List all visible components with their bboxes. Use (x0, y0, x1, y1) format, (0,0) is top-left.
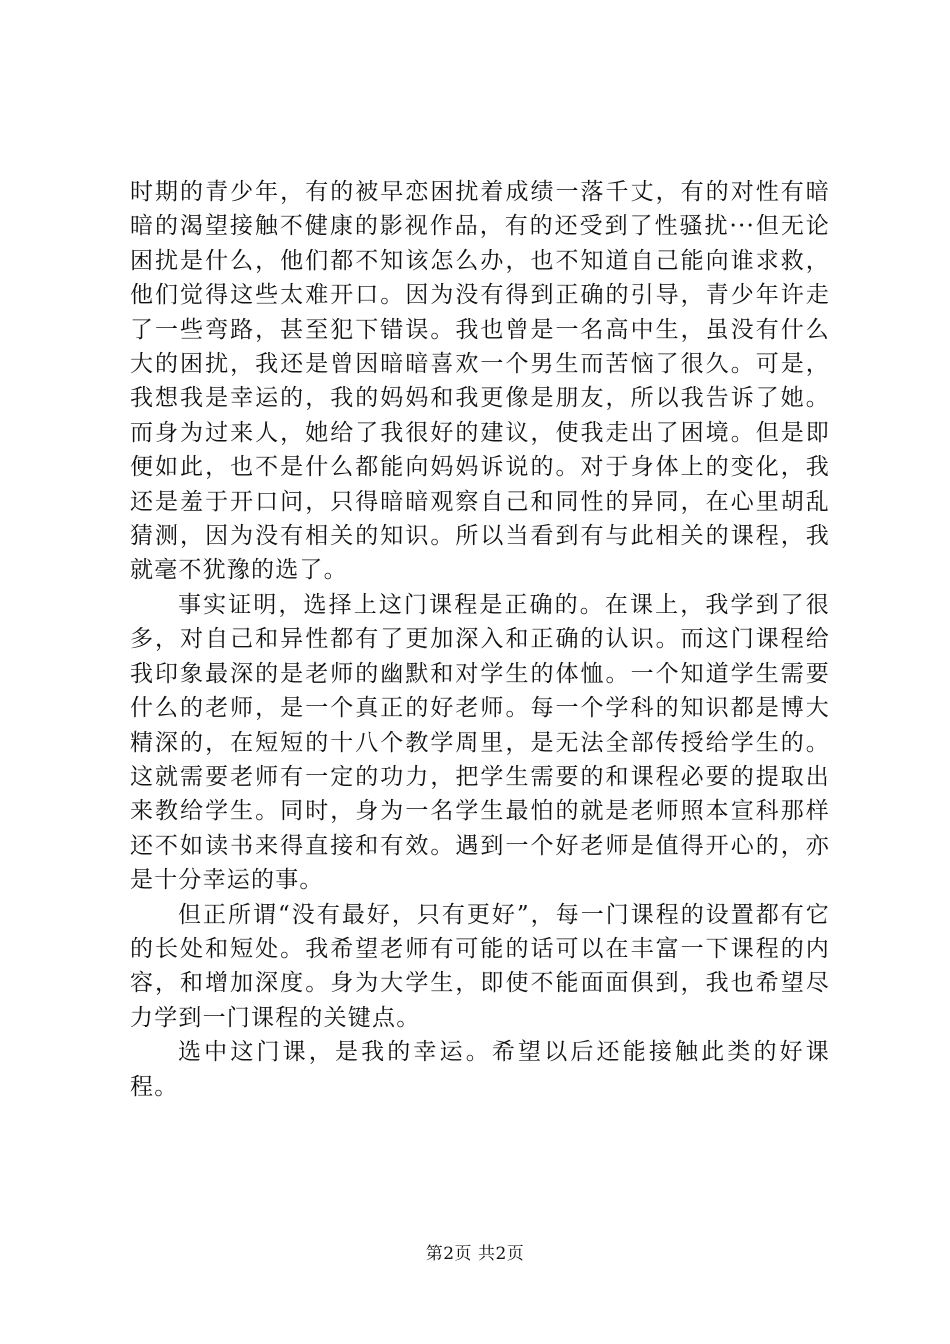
paragraph-3: 但正所谓“没有最好，只有更好”，每一门课程的设置都有它的长处和短处。我希望老师有可能的话可以在丰富一下课程的内容，和增加深度。身为大学生，即使不能面面俱到，我也希望尽力学到一门课程的关键点。 (130, 901, 830, 1031)
page-footer: 第2页 共2页 (425, 1244, 525, 1264)
paragraph-4: 选中这门课，是我的幸运。希望以后还能接触此类的好课程。 (130, 1039, 830, 1100)
paragraph-2: 事实证明，选择上这门课程是正确的。在课上，我学到了很多，对自己和异性都有了更加深入和正确的认识。而这门课程给我印象最深的是老师的幽默和对学生的体恤。一个知道学生需要什么的老师，是一个真正的好老师。每一个学科的知识都是博大精深的，在短短的十八个教学周里，是无法全部传授给学生的。这就需要老师有一定的功力，把学生需要的和课程必要的提取出来教给学生。同时，身为一名学生最怕的就是老师照本宣科那样还不如读书来得直接和有效。遇到一个好老师是值得开心的，亦是十分幸运的事。 (130, 591, 830, 894)
body-text (130, 175, 830, 1104)
paragraph-1: 时期的青少年，有的被早恋困扰着成绩一落千丈，有的对性有暗暗的渴望接触不健康的影视作品，有的还受到了性骚扰···但无论困扰是什么，他们都不知该怎么办，也不知道自己能向谁求救，他们觉得这些太难开口。因为没有得到正确的引导，青少年许走了一些弯路，甚至犯下错误。我也曾是一名高中生，虽没有什么大的困扰，我还是曾因暗暗喜欢一个男生而苦恼了很久。可是，我想我是幸运的，我的妈妈和我更像是朋友，所以我告诉了她。而身为过来人，她给了我很好的建议，使我走出了困境。但是即便如此，也不是什么都能向妈妈诉说的。对于身体上的变化，我还是羞于开口问，只得暗暗观察自己和同性的异同，在心里胡乱猜测，因为没有相关的知识。所以当看到有与此相关的课程，我就毫不犹豫的选了。 (130, 179, 830, 584)
